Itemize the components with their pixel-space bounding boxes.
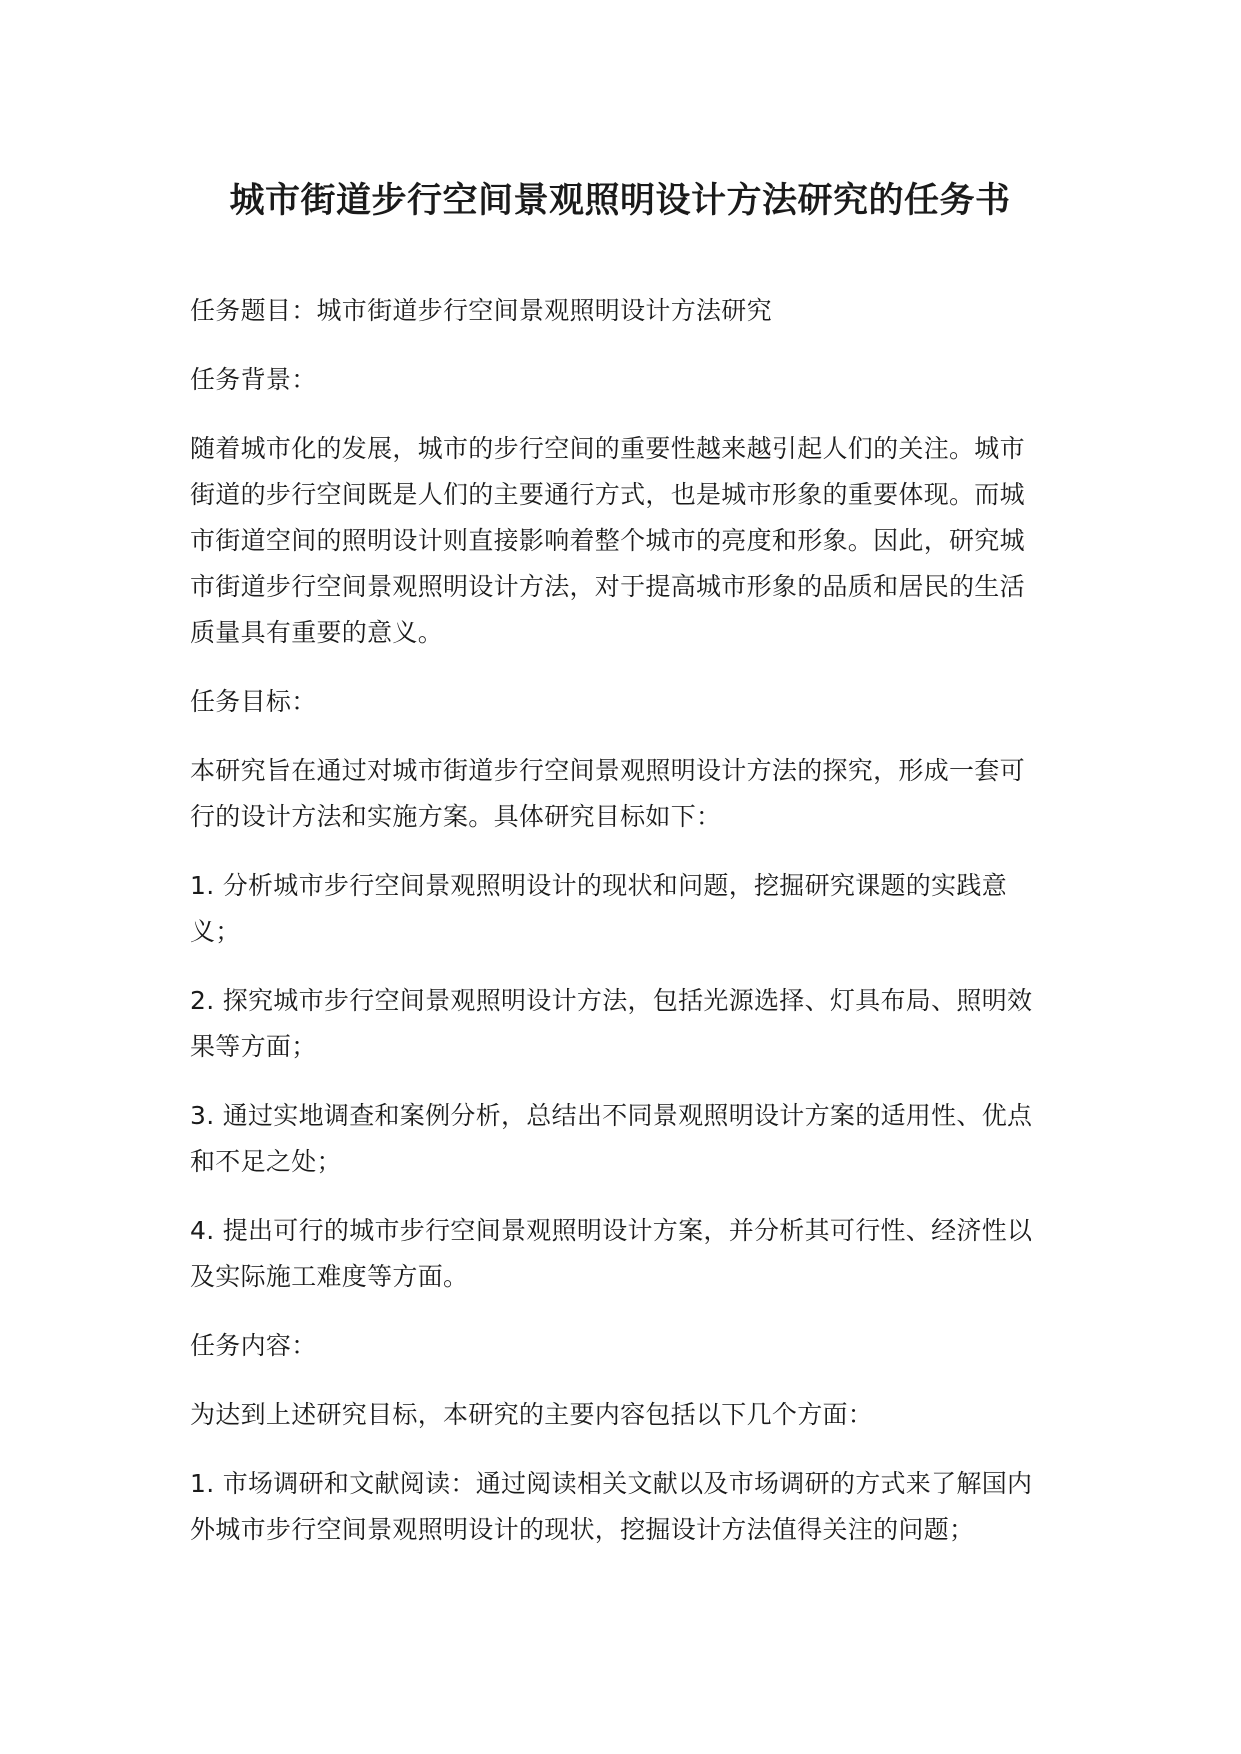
task-title-line: 任务题目：城市街道步行空间景观照明设计方法研究 — [190, 296, 772, 325]
section-heading-background: 任务背景： — [190, 365, 317, 394]
document-title: 城市街道步行空间景观照明设计方法研究的任务书 — [229, 181, 1011, 221]
objectives-intro: 本研究旨在通过对城市街道步行空间景观照明设计方法的探究，形成一套可行的设计方法和实施方案。具体研究目标如下： — [190, 756, 1025, 831]
objective-item-4: 4. 提出可行的城市步行空间景观照明设计方案，并分析其可行性、经济性以及实际施工难度等方面。 — [190, 1216, 1033, 1291]
document-body — [190, 288, 1050, 1576]
background-paragraph: 随着城市化的发展，城市的步行空间的重要性越来越引起人们的关注。城市街道的步行空间既是人们的主要通行方式，也是城市形象的重要体现。而城市街道空间的照明设计则直接影响着整个城市的亮度和形象。因此，研究城市街道步行空间景观照明设计方法，对于提高城市形象的品质和居民的生活质量具有重要的意义。 — [190, 434, 1025, 647]
content-item-1: 1. 市场调研和文献阅读：通过阅读相关文献以及市场调研的方式来了解国内外城市步行空间景观照明设计的现状，挖掘设计方法值得关注的问题； — [190, 1469, 1033, 1544]
objective-item-3: 3. 通过实地调查和案例分析，总结出不同景观照明设计方案的适用性、优点和不足之处； — [190, 1101, 1033, 1176]
objective-item-1: 1. 分析城市步行空间景观照明设计的现状和问题，挖掘研究课题的实践意义； — [190, 871, 1008, 946]
section-heading-objectives: 任务目标： — [190, 687, 317, 716]
content-intro: 为达到上述研究目标，本研究的主要内容包括以下几个方面： — [190, 1400, 874, 1429]
objective-item-2: 2. 探究城市步行空间景观照明设计方法，包括光源选择、灯具布局、照明效果等方面； — [190, 986, 1033, 1061]
section-heading-content: 任务内容： — [190, 1331, 317, 1360]
